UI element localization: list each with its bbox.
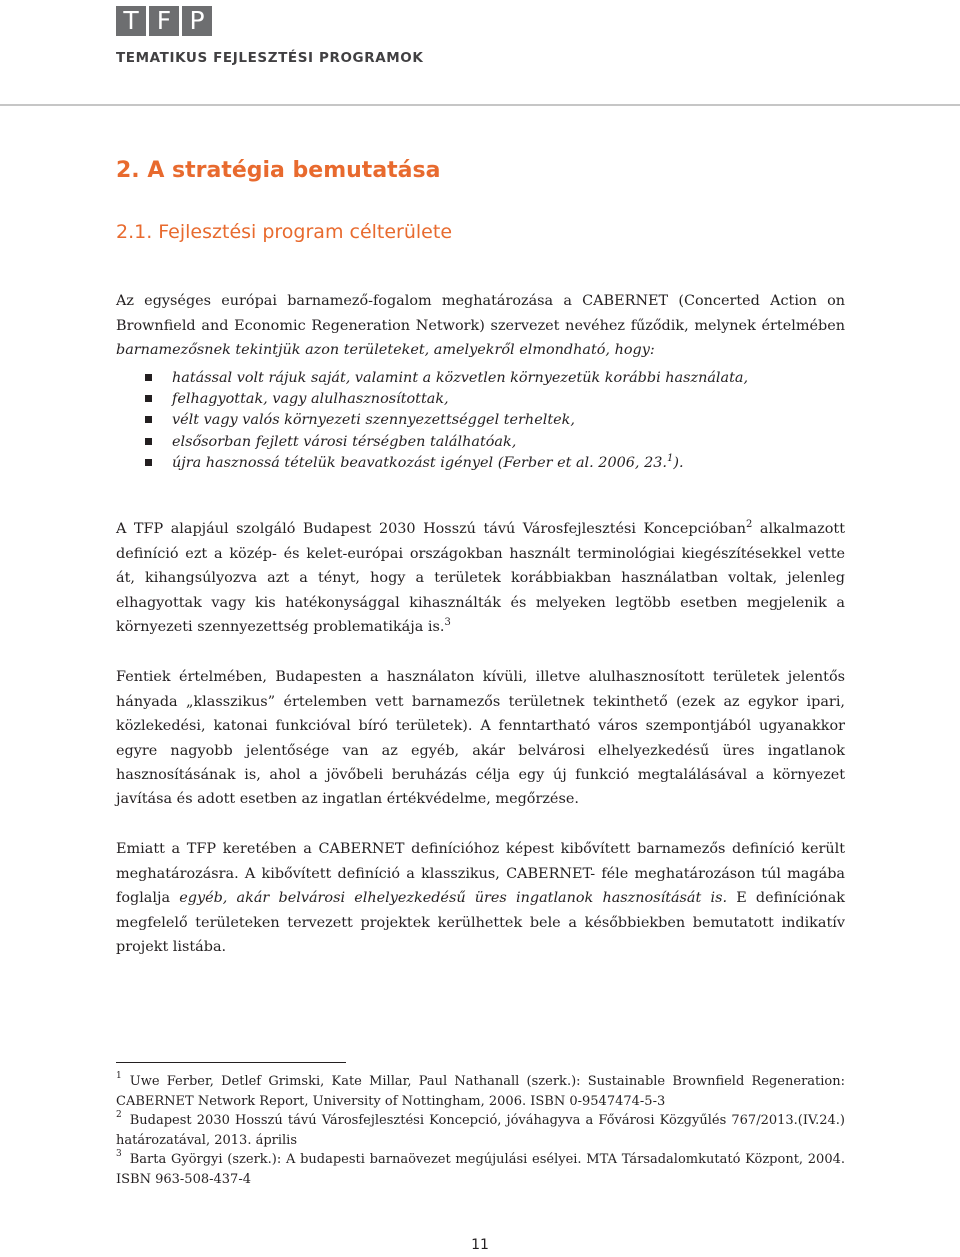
bullet-square-icon [145, 416, 152, 423]
bullet-square-icon [145, 459, 152, 466]
paragraph-2: A TFP alapjául szolgáló Budapest 2030 Hosszú távú Városfejlesztési Koncepcióban$^2$ alkalmazott definíció ezt a közép- és kelet-európai országokban használt terminológiai kiegészítésekkel vette át, kihangsúlyozva azt a tényt, hogy a területek korábbiakban használatban voltak, jelenleg elhagyottak vagy kis hatékonysággal kihasználták és melyeken legtöbb esetben megjelenik a környezeti szennyezettség problematikája is.$^3$ [116, 519, 845, 636]
logo-tagline: TEMATIKUS FEJLESZTÉSI PROGRAMOK [116, 50, 424, 66]
logo-letter-f: F [149, 6, 179, 36]
list-item: elsősorban fejlett városi térségben találhatóak, [145, 432, 845, 453]
list-item: hatással volt rájuk saját, valamint a közvetlen környezetük korábbi használata, [145, 368, 845, 389]
bullet-square-icon [145, 374, 152, 381]
paragraph-1-text: Az egységes európai barnamező-fogalom meghatározása a CABERNET (Concerted Action on Brownfield and Economic Regeneration Network) szervezet nevéhez fűződik, melynek értelmében [116, 293, 845, 334]
tfp-logo [116, 6, 212, 36]
paragraph-4-italic: egyéb, akár belvárosi elhelyezkedésű üres ingatlanok hasznosítását is. [179, 890, 728, 907]
list-item: felhagyottak, vagy alulhasznosítottak, [145, 389, 845, 410]
list-item: vélt vagy valós környezeti szennyezettséggel terheltek, [145, 410, 845, 431]
paragraph-1 [116, 289, 845, 362]
list-item: újra hasznossá tételük beavatkozást igényel (Ferber et al. 2006, 23.$^1$). [145, 453, 845, 474]
logo-letter-p: P [182, 6, 212, 36]
paragraph-3: Fentiek értelmében, Budapesten a használaton kívüli, illetve alulhasznosított területek jelentős hányada „klasszikus” értelemben vett barnamezős területnek tekinthető (ezek az egykor ipari, közlekedési, katonai funkcióval bíró területek). A fenntartható város szempontjából ugyanakkor egyre nagyobb jelentősége van az egyéb, akár belvárosi elhelyezkedésű üres ingatlanok hasznosításának is, ahol a jövőbeli beruházás célja egy új funkció megtalálásával a környezet javítása és adott esetben az ingatlan értékvédelme, megőrzése. [116, 669, 845, 808]
footnote-divider [116, 1062, 346, 1063]
bullet-square-icon [145, 438, 152, 445]
logo-letter-t: T [116, 6, 146, 36]
section-title: 2. A stratégia bemutatása [116, 158, 441, 183]
footnote-ref-1: 1 [666, 452, 674, 464]
paragraph-4: Emiatt a TFP keretében a CABERNET definícióhoz képest kibővített barnamezős definíció került meghatározásra. A kibővített definíció a klasszikus, CABERNET- féle meghatározáson túl magába foglalja egyéb, akár belvárosi elhelyezkedésű üres ingatlanok hasznosítását is. E definíciónak megfelelő területeken tervezett projektek kerülhettek bele a későbbiekben bemutatott indikatív projekt listába. [116, 841, 845, 956]
section-subtitle: 2.1. Fejlesztési program célterülete [116, 221, 453, 243]
criteria-list [145, 368, 845, 474]
footnotes [116, 1072, 845, 1189]
footnote-1: $^1$ Uwe Ferber, Detlef Grimski, Kate Millar, Paul Nathanall (szerk.): Sustainable Brownfield Regeneration: CABERNET Network Report, University of Nottingham, 2006. ISBN 0-9547474-5-3 [116, 1071, 845, 1109]
page-number: 11 [471, 1237, 489, 1253]
footnote-2: $^2$ Budapest 2030 Hosszú távú Városfejlesztési Koncepció, jóváhagyva a Fővárosi Közgyűlés 767/2013.(IV.24.) határozatával, 2013. április [116, 1110, 845, 1148]
footnote-ref-2: 2 [745, 519, 753, 531]
paragraph-1-italic: barnamezősnek tekintjük azon területeket, amelyekről elmondható, hogy: [116, 342, 655, 359]
footnote-ref-3: 3 [444, 617, 451, 629]
bullet-square-icon [145, 395, 152, 402]
header-divider [0, 104, 960, 106]
footnote-3: $^3$ Barta Györgyi (szerk.): A budapesti barnaövezet megújulási esélyei. MTA Társadalomkutató Központ, 2004. ISBN 963-508-437-4 [116, 1149, 845, 1187]
